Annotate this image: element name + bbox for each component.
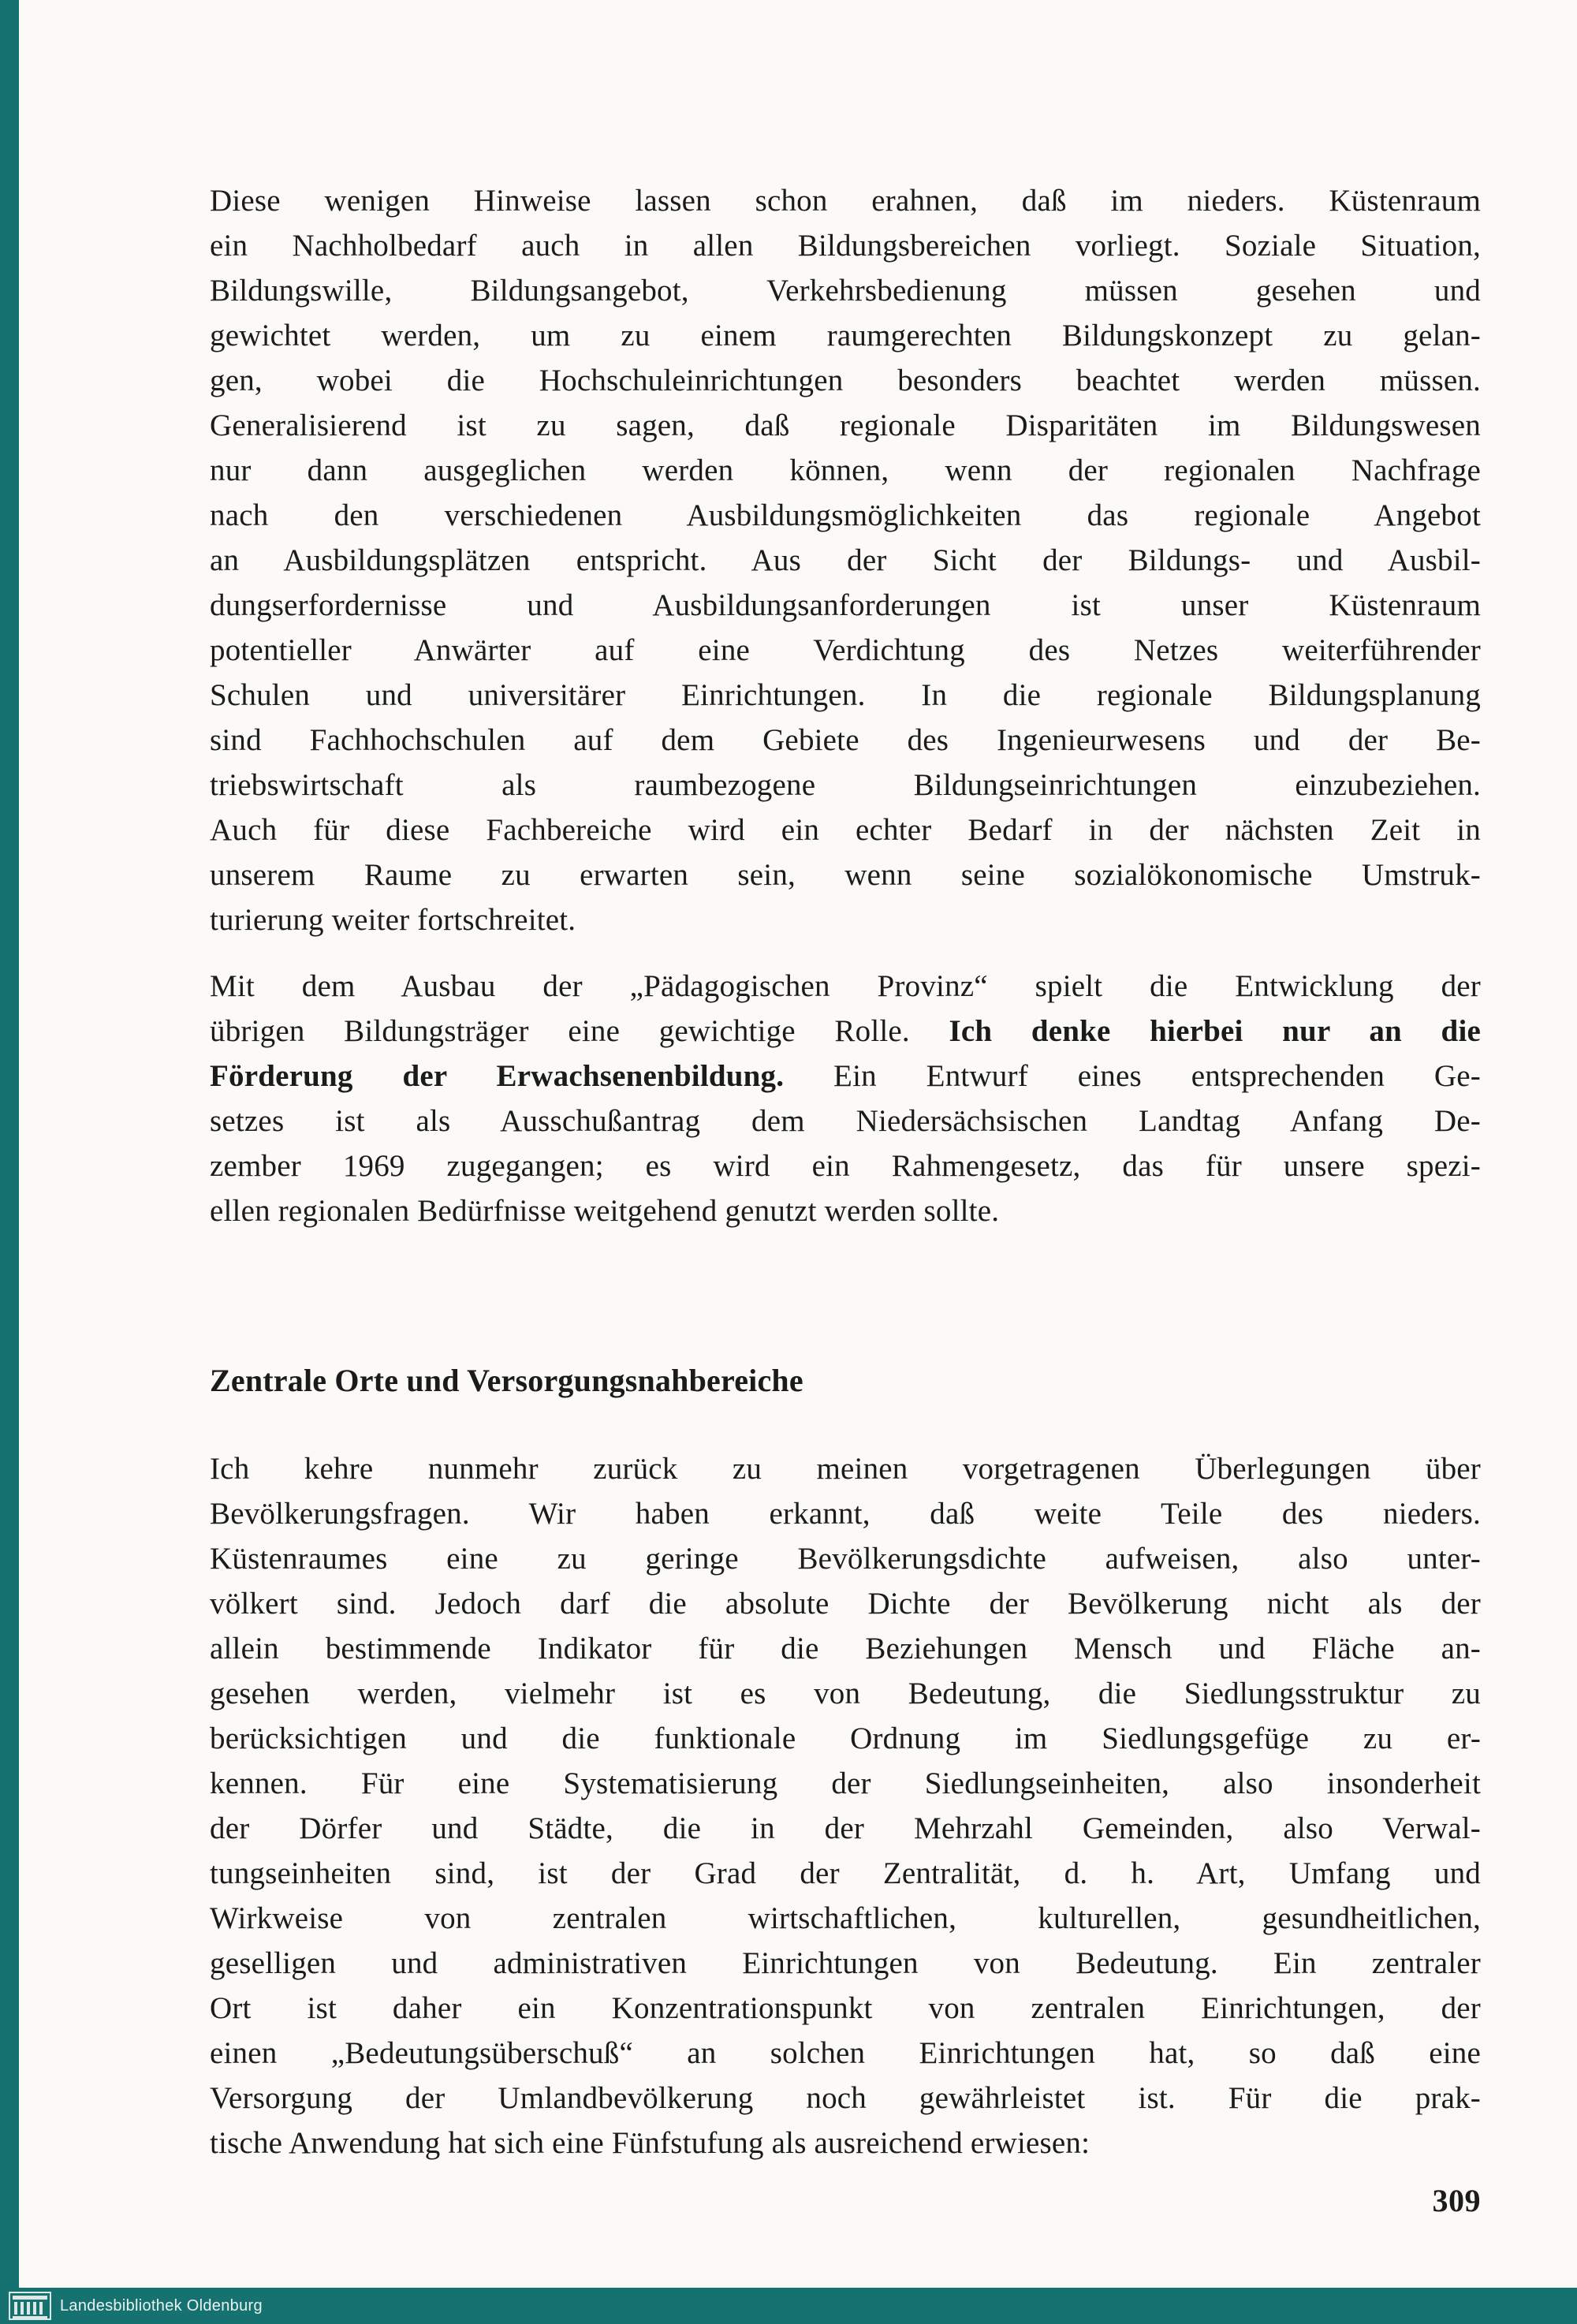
text-line: tungseinheiten sind, ist der Grad der Zentralität, d. h. Art, Umfang und <box>210 1856 1481 1890</box>
text-line: unserem Raume zu erwarten sein, wenn seine sozialökonomische Umstruk- <box>210 858 1481 892</box>
text-line: tische Anwendung hat sich eine Fünfstufung als ausreichend erwiesen: <box>210 2126 1090 2160</box>
paragraph-zentrale-orte <box>210 1446 1481 2165</box>
section-heading: Zentrale Orte und Versorgungsnahbereiche <box>210 1363 803 1398</box>
text-line: ellen regionalen Bedürfnisse weitgehend genutzt werden sollte. <box>210 1194 1000 1228</box>
text-line: Diese wenigen Hinweise lassen schon erahnen, daß im nieders. Küstenraum <box>210 184 1481 218</box>
text-block <box>210 178 1481 2165</box>
text-line: Auch für diese Fachbereiche wird ein echter Bedarf in der nächsten Zeit in <box>210 813 1481 847</box>
emphasized-text: Ich denke hierbei nur an die <box>949 1014 1481 1048</box>
page-number: 309 <box>1432 2183 1481 2218</box>
text-segment: Ein Entwurf eines entsprechenden Ge- <box>784 1059 1481 1093</box>
text-line: der Dörfer und Städte, die in der Mehrzahl Gemeinden, also Verwal- <box>210 1811 1481 1845</box>
text-line: gewichtet werden, um zu einem raumgerechten Bildungskonzept zu gelan- <box>210 319 1481 353</box>
scan-edge-strip <box>0 0 19 2324</box>
text-line: Generalisierend ist zu sagen, daß regionale Disparitäten im Bildungswesen <box>210 408 1481 442</box>
text-line: gesehen werden, vielmehr ist es von Bedeutung, die Siedlungsstruktur zu <box>210 1677 1481 1710</box>
text-line: zember 1969 zugegangen; es wird ein Rahmengesetz, das für unsere spezi- <box>210 1149 1481 1183</box>
text-line: kennen. Für eine Systematisierung der Siedlungseinheiten, also insonderheit <box>210 1766 1481 1800</box>
text-line: gen, wobei die Hochschuleinrichtungen besonders beachtet werden müssen. <box>210 364 1481 397</box>
library-building-icon <box>8 2291 52 2321</box>
text-line: Versorgung der Umlandbevölkerung noch gewährleistet ist. Für die prak- <box>210 2081 1481 2115</box>
text-line: Küstenraumes eine zu geringe Bevölkerungsdichte aufweisen, also unter- <box>210 1542 1481 1576</box>
text-line: Wirkweise von zentralen wirtschaftlichen, kulturellen, gesundheitlichen, <box>210 1901 1481 1935</box>
text-line: Ich kehre nunmehr zurück zu meinen vorgetragenen Überlegungen über <box>210 1452 1481 1486</box>
text-line: nur dann ausgeglichen werden können, wenn der regionalen Nachfrage <box>210 453 1481 487</box>
emphasized-text: Förderung der Erwachsenenbildung. <box>210 1059 785 1093</box>
text-line: sind Fachhochschulen auf dem Gebiete des Ingenieurwesens und der Be- <box>210 723 1481 757</box>
text-line: Bevölkerungsfragen. Wir haben erkannt, daß weite Teile des nieders. <box>210 1497 1481 1531</box>
text-line: ein Nachholbedarf auch in allen Bildungsbereichen vorliegt. Soziale Situation, <box>210 229 1481 263</box>
text-line: berücksichtigen und die funktionale Ordnung im Siedlungsgefüge zu er- <box>210 1722 1481 1755</box>
text-line: an Ausbildungsplätzen entspricht. Aus der Sicht der Bildungs- und Ausbil- <box>210 543 1481 577</box>
paragraph-paedagogische-provinz <box>210 964 1481 1233</box>
text-line: Ort ist daher ein Konzentrationspunkt von zentralen Einrichtungen, der <box>210 1991 1481 2025</box>
text-segment: übrigen Bildungsträger eine gewichtige Rolle. <box>210 1014 949 1048</box>
paragraph-education-needs <box>210 178 1481 942</box>
text-line: triebswirtschaft als raumbezogene Bildungseinrichtungen einzubeziehen. <box>210 768 1481 802</box>
text-line: dungserfordernisse und Ausbildungsanforderungen ist unser Küstenraum <box>210 588 1481 622</box>
text-line <box>210 1054 1481 1099</box>
text-line: völkert sind. Jedoch darf die absolute Dichte der Bevölkerung nicht als der <box>210 1587 1481 1621</box>
text-line: potentieller Anwärter auf eine Verdichtung des Netzes weiterführender <box>210 633 1481 667</box>
text-line: Mit dem Ausbau der „Pädagogischen Provinz“ spielt die Entwicklung der <box>210 969 1481 1003</box>
library-footer-band <box>0 2288 1577 2324</box>
text-line: nach den verschiedenen Ausbildungsmöglichkeiten das regionale Angebot <box>210 498 1481 532</box>
text-line: allein bestimmende Indikator für die Beziehungen Mensch und Fläche an- <box>210 1632 1481 1666</box>
text-line <box>210 1009 1481 1054</box>
text-line: einen „Bedeutungsüberschuß“ an solchen Einrichtungen hat, so daß eine <box>210 2036 1481 2070</box>
text-line: turierung weiter fortschreitet. <box>210 903 576 937</box>
text-line: setzes ist als Ausschußantrag dem Niedersächsischen Landtag Anfang De- <box>210 1104 1481 1138</box>
library-name: Landesbibliothek Oldenburg <box>60 2296 263 2315</box>
text-line: geselligen und administrativen Einrichtungen von Bedeutung. Ein zentraler <box>210 1946 1481 1980</box>
text-line: Schulen und universitärer Einrichtungen. In die regionale Bildungsplanung <box>210 678 1481 712</box>
text-line: Bildungswille, Bildungsangebot, Verkehrsbedienung müssen gesehen und <box>210 274 1481 308</box>
